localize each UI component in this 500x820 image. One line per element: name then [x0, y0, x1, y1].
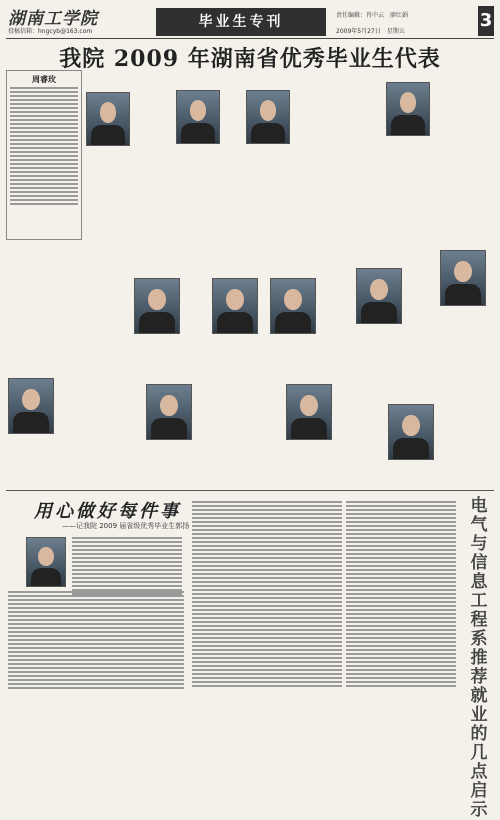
section-title: 毕业生专刊	[156, 8, 326, 36]
profile-block	[202, 250, 266, 360]
feature-portrait-photo	[26, 537, 66, 587]
profile-block	[236, 70, 300, 230]
masthead: 湖南工学院	[8, 9, 98, 29]
feature-text-col	[8, 591, 184, 689]
contact-email: 投稿信箱：hngcyb@163.com	[8, 28, 93, 35]
profile-block	[336, 70, 400, 230]
profile-block	[406, 250, 494, 360]
profile-block	[156, 70, 220, 230]
feature-subtitle: ——记我院 2009 届省级优秀毕业生郭扬	[62, 522, 190, 530]
portrait-photo	[8, 378, 54, 434]
profile-block	[142, 370, 206, 480]
profile-block	[382, 370, 446, 480]
portrait-photo	[286, 384, 332, 440]
profile-block	[6, 250, 126, 360]
page-number: 3	[478, 6, 494, 36]
profiles-area	[6, 70, 494, 490]
headline: 我院 2009 年湖南省优秀毕业生代表	[59, 46, 441, 72]
issue-date: 2009年5月27日 星期五	[336, 28, 405, 35]
portrait-photo	[212, 278, 258, 334]
intro-box	[6, 70, 82, 240]
portrait-photo	[134, 278, 180, 334]
feature-section	[6, 490, 494, 820]
page-header	[6, 4, 494, 38]
portrait-photo	[246, 90, 290, 144]
profile-block	[6, 370, 66, 480]
portrait-photo	[176, 90, 220, 144]
profile-block	[86, 70, 150, 230]
feature-title: 用心做好每件事	[34, 501, 181, 522]
profile-block	[336, 250, 400, 360]
intro-title: 周睿玫	[32, 75, 56, 84]
feature-text-col	[192, 501, 342, 687]
profile-block	[286, 370, 346, 480]
editor-credit: 责任编辑：肖中云 廖红娟	[336, 12, 409, 19]
portrait-photo	[386, 82, 430, 136]
header-rule	[6, 38, 494, 39]
portrait-photo	[270, 278, 316, 334]
portrait-photo	[146, 384, 192, 440]
profile-block	[270, 250, 334, 360]
portrait-photo	[356, 268, 402, 324]
sidebar-article-title: 电气与信息工程系推荐就业的几点启示	[470, 496, 488, 820]
portrait-photo	[86, 92, 130, 146]
feature-text-col	[72, 537, 182, 595]
portrait-photo	[440, 250, 486, 306]
portrait-photo	[388, 404, 434, 460]
sidebar-text-col	[346, 501, 456, 687]
intro-text-lines	[10, 87, 78, 205]
profile-block	[134, 250, 198, 360]
